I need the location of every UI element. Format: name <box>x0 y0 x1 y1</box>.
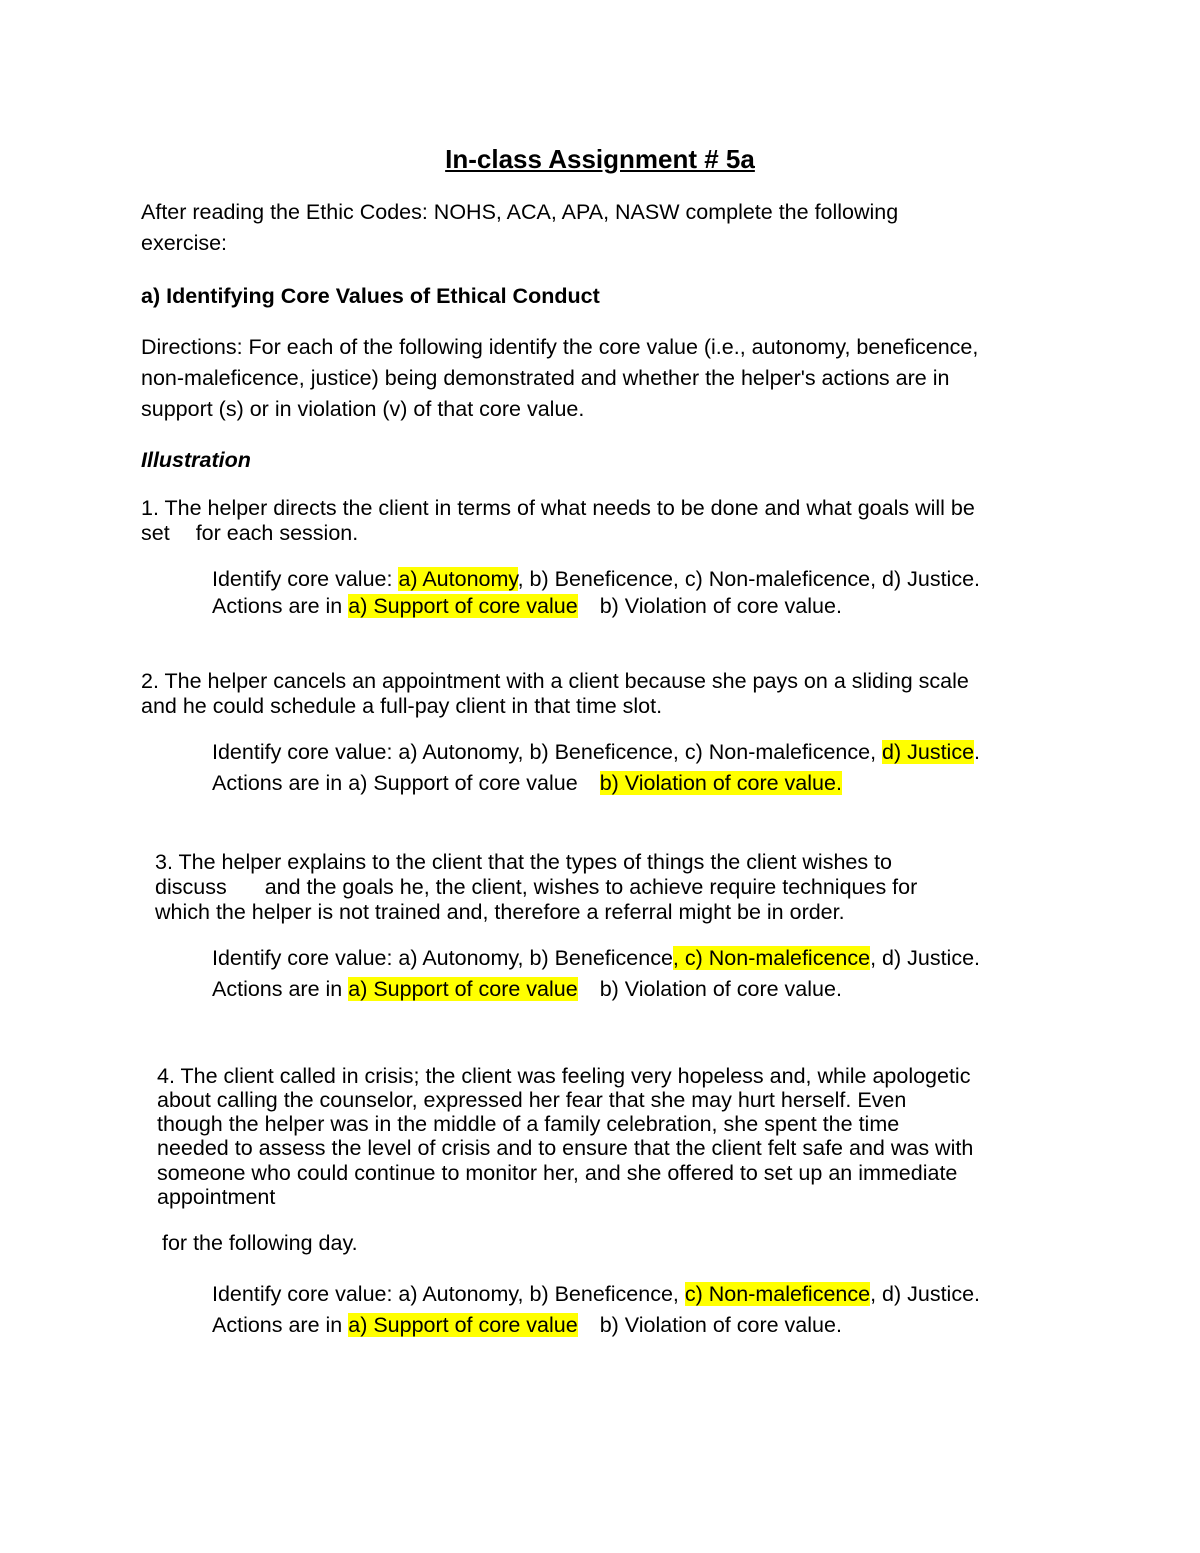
core-value-prefix: Identify core value: a) Autonomy, b) Beneficence, <box>212 1282 685 1306</box>
item-2-core-value <box>212 739 980 765</box>
item-2-text-line-1: 2. The helper cancels an appointment with a client because she pays on a sliding scale <box>141 669 969 693</box>
core-value-end: . <box>974 740 981 764</box>
item-2-actions <box>212 770 842 796</box>
item-3-text-part: discuss <box>155 875 227 899</box>
selected-answer-highlight: b) Violation of core value. <box>599 771 842 795</box>
actions-option-b: b) Violation of core value. <box>599 594 842 618</box>
actions-prefix: Actions are in <box>212 594 349 618</box>
core-value-prefix: Identify core value: a) Autonomy, b) Beneficence <box>212 946 673 970</box>
selected-answer-highlight: a) Support of core value <box>348 594 578 618</box>
item-1-text-part: for each session. <box>195 521 359 545</box>
item-4-text-line-7: for the following day. <box>162 1231 358 1255</box>
item-1-core-value <box>212 566 980 592</box>
actions-option-a: Actions are in a) Support of core value <box>212 771 578 795</box>
item-4-actions <box>212 1312 842 1338</box>
item-4-text-line-2: about calling the counselor, expressed her fear that she may hurt herself. Even <box>157 1088 907 1112</box>
item-1-text-part: set <box>141 521 170 545</box>
item-1-text-line-1: 1. The helper directs the client in terms of what needs to be done and what goals will be <box>141 496 975 520</box>
item-4-text-line-3: though the helper was in the middle of a family celebration, she spent the time <box>157 1112 900 1136</box>
item-3-core-value <box>212 945 980 971</box>
item-1-actions <box>212 593 842 619</box>
selected-answer-highlight: a) Support of core value <box>348 1313 578 1337</box>
page-title: In-class Assignment # 5a <box>445 144 755 174</box>
item-4-text-line-1: 4. The client called in crisis; the client was feeling very hopeless and, while apologetic <box>157 1064 971 1088</box>
item-1-text-line-2 <box>141 520 358 546</box>
core-value-options: , d) Justice. <box>870 946 981 970</box>
item-4-core-value <box>212 1281 980 1307</box>
directions-line-3: support (s) or in violation (v) of that core value. <box>141 397 585 421</box>
actions-option-b: b) Violation of core value. <box>599 1313 842 1337</box>
intro-line-2: exercise: <box>141 231 228 255</box>
directions-line-1: Directions: For each of the following identify the core value (i.e., autonomy, beneficence, <box>141 335 979 359</box>
section-heading: a) Identifying Core Values of Ethical Conduct <box>141 284 600 308</box>
selected-answer-highlight: a) Autonomy <box>398 567 518 591</box>
selected-answer-highlight: , c) Non-maleficence <box>672 946 871 970</box>
item-4-text-line-6: appointment <box>157 1185 276 1209</box>
item-3-text-line-3: which the helper is not trained and, therefore a referral might be in order. <box>155 900 845 924</box>
item-3-text-line-2 <box>155 874 917 900</box>
core-value-prefix: Identify core value: <box>212 567 399 591</box>
directions-line-2: non-maleficence, justice) being demonstrated and whether the helper's actions are in <box>141 366 950 390</box>
item-3-actions <box>212 976 842 1002</box>
item-3-text-line-1: 3. The helper explains to the client that the types of things the client wishes to <box>155 850 893 874</box>
selected-answer-highlight: a) Support of core value <box>348 977 578 1001</box>
illustration-label: Illustration <box>141 448 251 472</box>
core-value-options: , d) Justice. <box>870 1282 981 1306</box>
item-2-text-line-2: and he could schedule a full-pay client in that time slot. <box>141 694 663 718</box>
item-4-text-line-5: someone who could continue to monitor her, and she offered to set up an immediate <box>157 1161 958 1185</box>
intro-line-1: After reading the Ethic Codes: NOHS, ACA, APA, NASW complete the following <box>141 200 899 224</box>
item-3-text-part: and the goals he, the client, wishes to achieve require techniques for <box>264 875 918 899</box>
core-value-options: , b) Beneficence, c) Non-maleficence, d) Justice. <box>517 567 981 591</box>
actions-prefix: Actions are in <box>212 977 349 1001</box>
actions-option-b: b) Violation of core value. <box>599 977 842 1001</box>
selected-answer-highlight: c) Non-maleficence <box>684 1282 871 1306</box>
actions-prefix: Actions are in <box>212 1313 349 1337</box>
core-value-prefix: Identify core value: a) Autonomy, b) Beneficence, c) Non-maleficence, <box>212 740 883 764</box>
selected-answer-highlight: d) Justice <box>882 740 975 764</box>
item-4-text-line-4: needed to assess the level of crisis and to ensure that the client felt safe and was with <box>157 1136 974 1160</box>
